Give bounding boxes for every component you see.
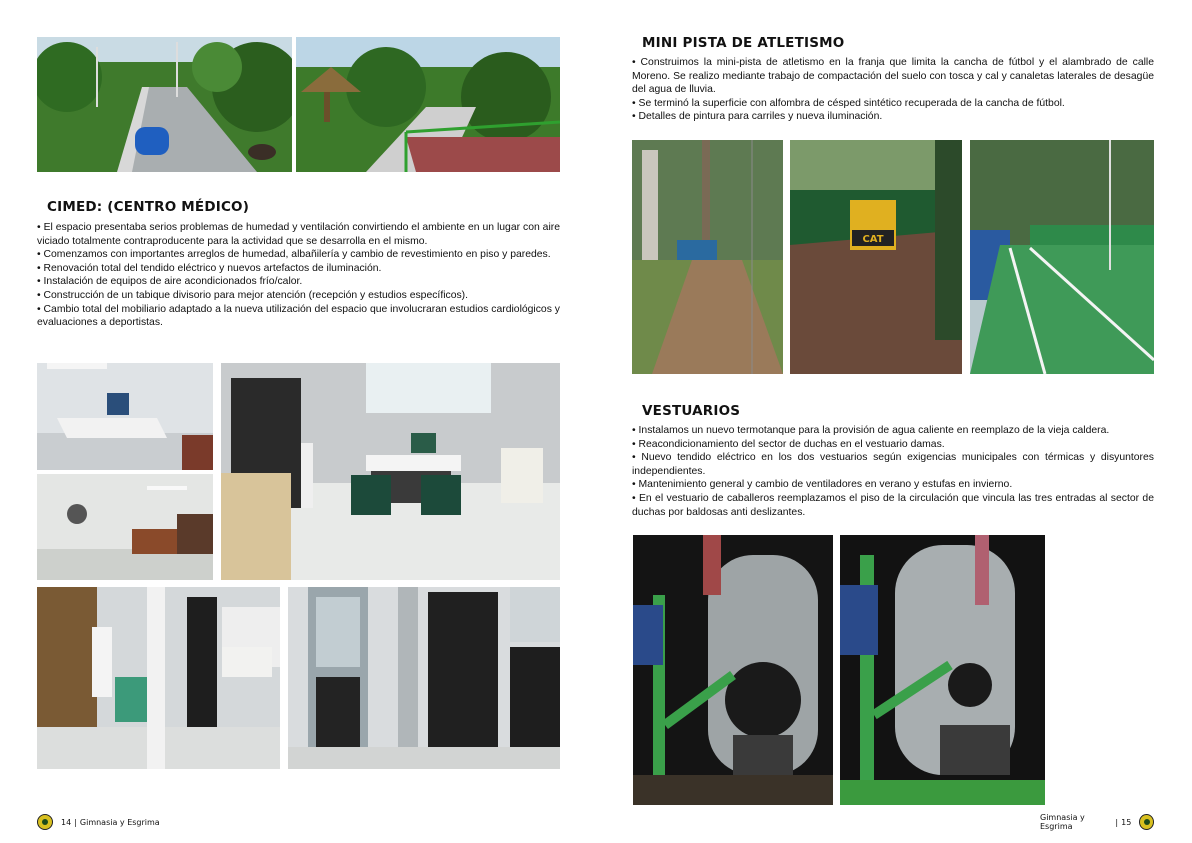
track-finished-photo xyxy=(970,140,1154,374)
footer-magazine-name: Gimnasia y Esgrima xyxy=(1040,813,1085,831)
vestuarios-bullet: • Instalamos un nuevo termotanque para la provisión de agua caliente en reemplazo de la vieja caldera. xyxy=(632,425,1110,436)
water-heater-photo-1 xyxy=(633,535,833,805)
vestuarios-title: VESTUARIOS xyxy=(642,403,741,419)
cat-logo-label: CAT xyxy=(862,234,884,245)
track-construction-photo xyxy=(790,140,962,374)
footer-page-number: 14 xyxy=(61,817,72,827)
club-emblem-icon xyxy=(1139,814,1154,830)
cimed-bullet: • Construcción de un tabique divisorio para mejor atención (recepción y estudios específicos). xyxy=(37,289,469,301)
garden-quincho-photo xyxy=(296,37,560,172)
footer-separator: | xyxy=(1115,817,1119,827)
clinic-office-photo xyxy=(221,363,560,580)
clinic-reception-photo xyxy=(37,587,280,769)
mini-pista-title: MINI PISTA DE ATLETISMO xyxy=(642,35,845,51)
mini-pista-bullet: • Se terminó la superficie con alfombra de césped sintético recuperada de la cancha de fútbol. xyxy=(632,97,1065,109)
footer-separator: | xyxy=(74,817,77,827)
right-page-footer xyxy=(1040,814,1154,830)
left-page-footer xyxy=(37,814,160,830)
club-emblem-icon xyxy=(37,814,53,830)
cimed-bullet: • Cambio total del mobiliario adaptado a la nueva utilización del espacio que involucraran estudios cardiológicos y evaluaciones a deportistas. xyxy=(37,303,560,329)
footer-page-number: 15 xyxy=(1121,817,1132,827)
clinic-workroom-photo xyxy=(37,474,213,580)
mini-pista-bullet: • Construimos la mini-pista de atletismo en la franja que limita la cancha de fútbol y el alambrado de calle Moreno. Se realizo mediante trabajo de compactación del suelo con tosca y cal y canaletas laterales de desagüe del agua de lluvia. xyxy=(632,57,1154,96)
cimed-title: CIMED: (CENTRO MÉDICO) xyxy=(47,199,250,215)
track-before-photo xyxy=(632,140,783,374)
cimed-bullet: • Comenzamos con importantes arreglos de humedad, albañilería y cambio de revestimiento en piso y paredes. xyxy=(37,249,551,261)
mini-pista-bullet-list xyxy=(632,56,1154,124)
cimed-bullet: • Renovación total del tendido eléctrico y nuevos artefactos de iluminación. xyxy=(37,262,382,274)
cimed-bullet: • Instalación de equipos de aire acondicionados frío/calor. xyxy=(37,276,303,288)
vestuarios-bullet: • Mantenimiento general y cambio de ventiladores en verano y estufas en invierno. xyxy=(632,479,1013,491)
clinic-partition-photo xyxy=(288,587,560,769)
mini-pista-bullet: • Detalles de pintura para carriles y nueva iluminación. xyxy=(632,111,883,123)
vestuarios-bullet: • En el vestuario de caballeros reemplazamos el piso de la circulación que vincula las tres entradas al sector de duchas por baldosas anti deslizantes. xyxy=(632,492,1154,518)
clinic-sink-photo xyxy=(37,363,213,470)
cimed-bullet-list xyxy=(37,221,560,330)
cimed-bullet: • El espacio presentaba serios problemas de humedad y ventilación convirtiendo el ambiente en un lugar con aire viciado totalmente contraproducente para la actividad que se desarrolla en el mismo. xyxy=(37,222,560,247)
vestuarios-bullet: • Reacondicionamiento del sector de duchas en el vestuario damas. xyxy=(632,438,945,450)
vestuarios-bullet: • Nuevo tendido eléctrico en los dos vestuarios según exigencias municipales con térmicas y disyuntores independientes. xyxy=(632,452,1154,477)
vestuarios-bullet-list xyxy=(632,424,1154,519)
water-heater-photo-2 xyxy=(840,535,1045,805)
garden-path-photo xyxy=(37,37,292,172)
footer-magazine-name: Gimnasia y Esgrima xyxy=(79,817,160,827)
